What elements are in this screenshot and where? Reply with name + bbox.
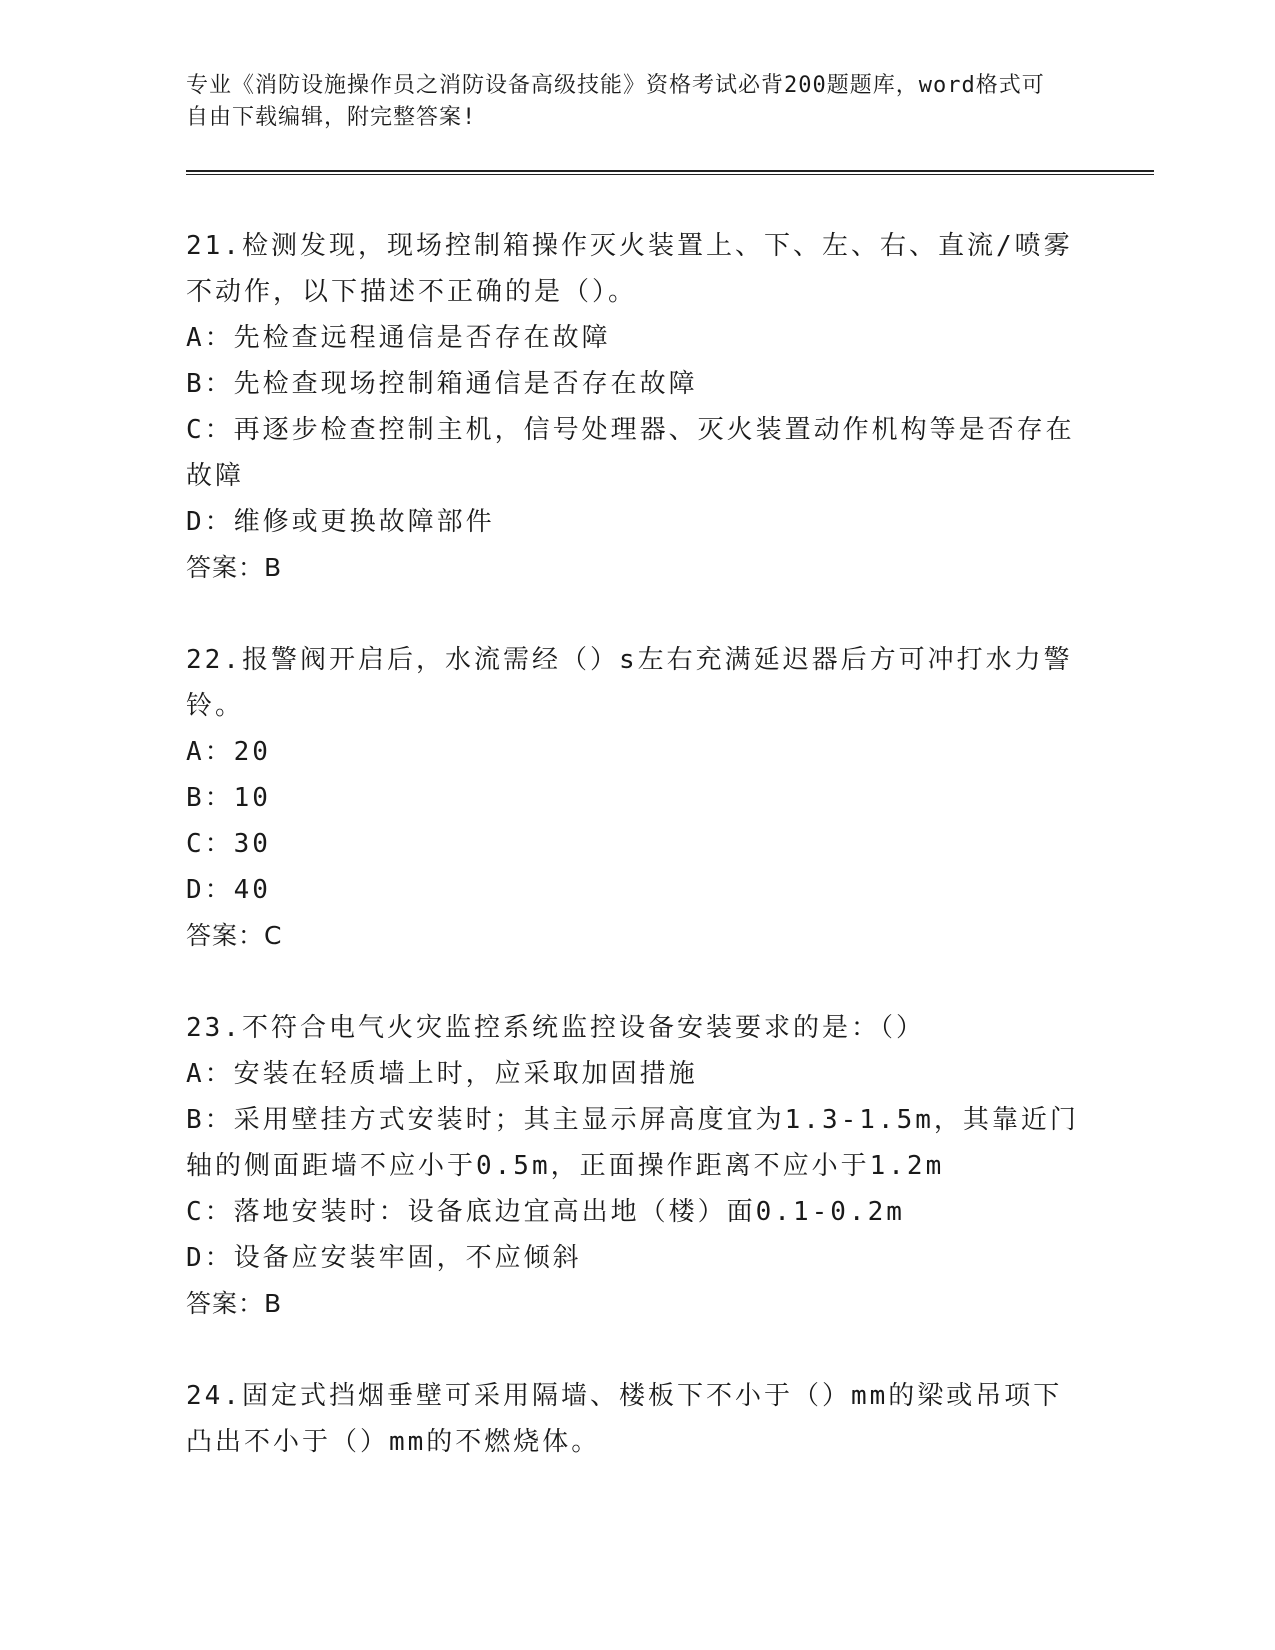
- question-list: [186, 223, 1146, 1465]
- option-d: D：40: [186, 875, 271, 905]
- answer: 答案：B: [186, 553, 283, 582]
- question-stem: 21.检测发现，现场控制箱操作灭火装置上、下、左、右、直流/喷雾不动作，以下描述不正确的是（）。: [186, 231, 1073, 307]
- question-23: [186, 1005, 1146, 1327]
- option-c: C：落地安装时：设备底边宜高出地（楼）面0.1-0.2m: [186, 1197, 905, 1227]
- header-divider: [186, 170, 1154, 175]
- option-d: D：设备应安装牢固，不应倾斜: [186, 1243, 582, 1273]
- option-c: C：再逐步检查控制主机，信号处理器、灭火装置动作机构等是否存在故障: [186, 415, 1075, 491]
- answer: 答案：B: [186, 1289, 283, 1318]
- option-a: A：先检查远程通信是否存在故障: [186, 323, 611, 353]
- question-22: [186, 637, 1146, 959]
- answer: 答案：C: [186, 921, 283, 950]
- option-b: B：先检查现场控制箱通信是否存在故障: [186, 369, 698, 399]
- question-21: [186, 223, 1146, 591]
- question-stem: 23.不符合电气火灾监控系统监控设备安装要求的是：（）: [186, 1013, 925, 1043]
- header-divider-inner: [186, 174, 1154, 175]
- option-b: B：采用壁挂方式安装时；其主显示屏高度宜为1.3-1.5m，其靠近门轴的侧面距墙不应小于0.5m，正面操作距离不应小于1.2m: [186, 1105, 1079, 1181]
- option-b: B：10: [186, 783, 271, 813]
- question-24: [186, 1373, 1146, 1465]
- option-c: C：30: [186, 829, 271, 859]
- document-header: 专业《消防设施操作员之消防设备高级技能》资格考试必背200题题库，word格式可自由下载编辑，附完整答案!: [186, 73, 1045, 130]
- document-page: [186, 70, 1146, 1511]
- option-a: A：20: [186, 737, 271, 767]
- option-d: D：维修或更换故障部件: [186, 507, 495, 537]
- question-stem: 24.固定式挡烟垂壁可采用隔墙、楼板下不小于（）mm的梁或吊项下凸出不小于（）mm的不燃烧体。: [186, 1381, 1063, 1457]
- option-a: A：安装在轻质墙上时，应采取加固措施: [186, 1059, 698, 1089]
- question-stem: 22.报警阀开启后，水流需经（）s左右充满延迟器后方可冲打水力警铃。: [186, 645, 1073, 721]
